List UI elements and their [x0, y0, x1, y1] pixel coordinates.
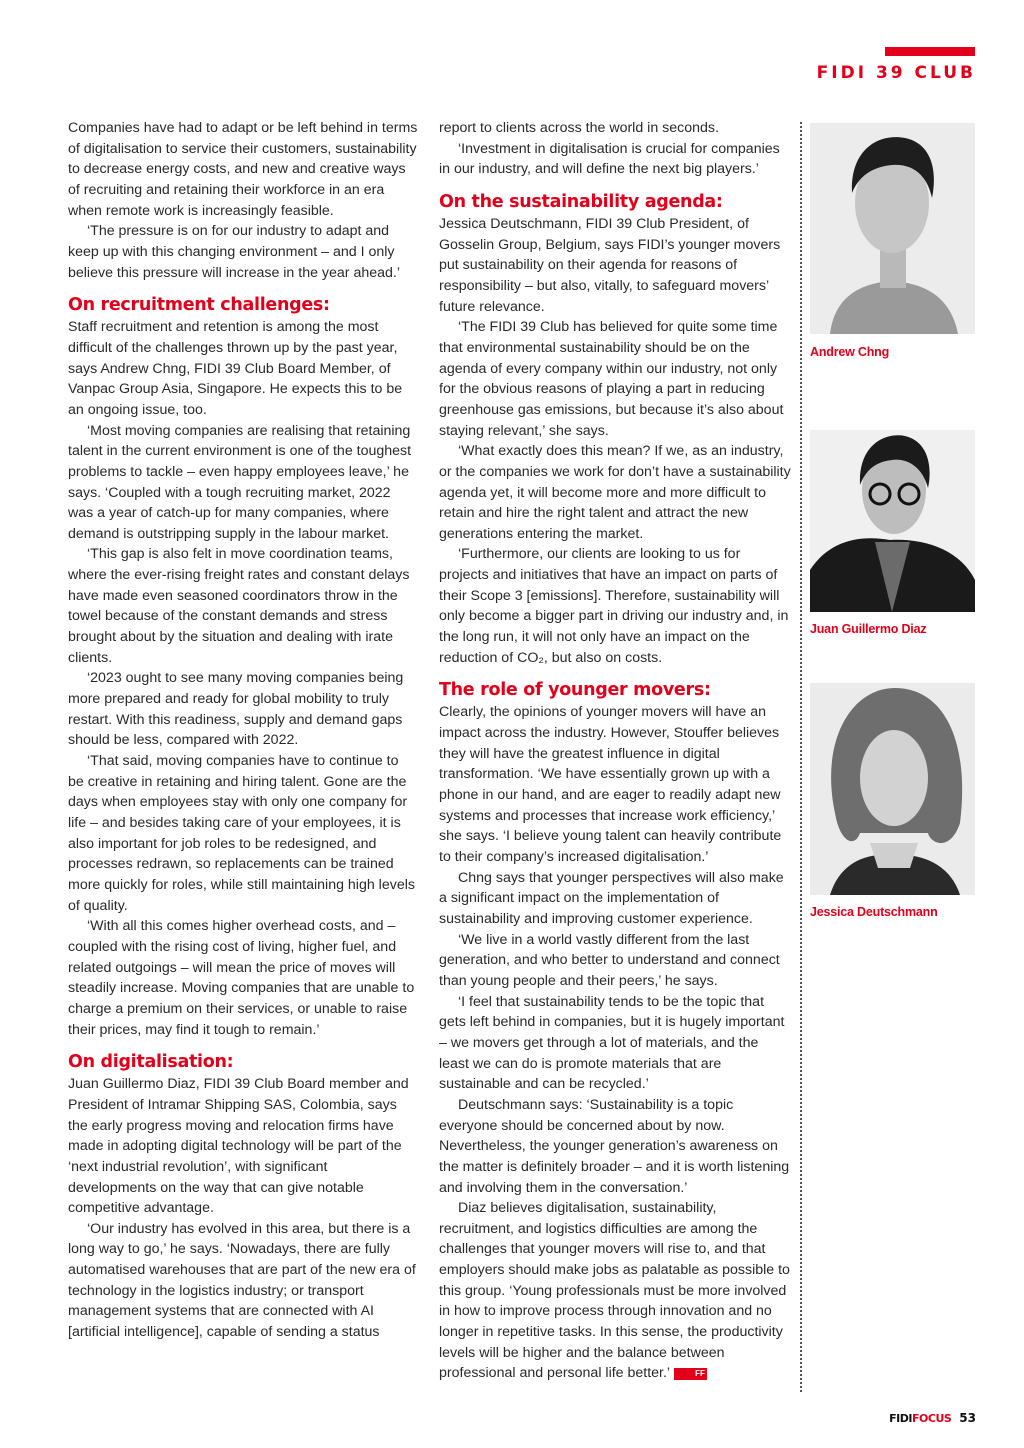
- paragraph: [439, 1095, 791, 1198]
- photo-andrew-chng: [810, 123, 975, 334]
- paragraph-text: ‘With all this comes higher overhead costs, and – coupled with the rising cost of living, higher fuel, and related outgoings – will mean the price of moves will steadily increase. Moving companies that are unable to charge a premium on their services, or unable to raise their prices, may find it tough to remain.’: [68, 918, 415, 1038]
- paragraph-text: ‘Most moving companies are realising that retaining talent in the current environment is one of the toughest problems to tackle – even happy employees leave,’ he says. ‘Coupled with a tough recruiting market, 2022 was a year of catch-up for many companies, where demand is outstripping supply in the labour market.: [68, 422, 412, 542]
- paragraph: [68, 221, 418, 283]
- article-column-2: [439, 118, 791, 1384]
- paragraph: [439, 1198, 791, 1384]
- footer-brand-focus: FOCUS: [912, 1412, 952, 1425]
- paragraph-text: Deutschmann says: ‘Sustainability is a topic everyone should be concerned about by now. Nevertheless, the younger generation’s awareness on the matter is definitely broader – and it is worth listening and involving them in the conversation.’: [439, 1096, 790, 1196]
- section-heading: [68, 293, 418, 317]
- paragraph: [439, 441, 791, 544]
- section-title: FIDI 39 CLUB: [816, 63, 976, 83]
- page-footer: [889, 1411, 976, 1425]
- paragraph-text: Chng says that younger perspectives will also make a significant impact on the implementation of sustainability and improving customer experience.: [439, 869, 784, 927]
- paragraph-text: ‘2023 ought to see many moving companies being more prepared and ready for global mobility to truly restart. With this readiness, supply and demand gaps should be less, compared with 2022.: [68, 670, 404, 749]
- paragraph-text: Diaz believes digitalisation, sustainability, recruitment, and logistics difficulties are among the challenges that younger movers will rise to, and that employers should make jobs as palatable as possible to this group. ‘Young professionals must be more involved in how to improve process through innovation and no longer in repetitive tasks. In this sense, the productivity levels will be higher and the balance between professional and personal life better.’: [439, 1200, 790, 1382]
- photo-juan-guillermo-diaz: [810, 430, 975, 612]
- header-accent-bar: [885, 47, 975, 56]
- paragraph: [439, 139, 791, 180]
- paragraph-text: Staff recruitment and retention is among the most difficult of the challenges thrown up by the past year, says Andrew Chng, FIDI 39 Club Board Member, of Vanpac Group Asia, Singapore. He expects this to be an ongoing issue, too.: [68, 319, 403, 418]
- photo-caption: Andrew Chng: [810, 345, 890, 359]
- paragraph-text: ‘Furthermore, our clients are looking to us for projects and initiatives that have an impact on parts of their Scope 3 [emissions]. Therefore, sustainability will only become a bigger part in driving our industry and, in the long run, it will not only have an impact on the reduction of CO₂, but also on costs.: [439, 546, 789, 666]
- paragraph: [439, 930, 791, 992]
- paragraph: [439, 317, 791, 441]
- paragraph-text: report to clients across the world in seconds.: [439, 120, 719, 136]
- heading-text: On recruitment challenges:: [68, 295, 330, 316]
- heading-text: The role of younger movers:: [439, 680, 711, 701]
- section-heading: [439, 190, 791, 214]
- section-heading: [68, 1050, 418, 1074]
- paragraph: [68, 317, 418, 420]
- paragraph: [439, 702, 791, 867]
- paragraph: [68, 751, 418, 916]
- paragraph-text: Jessica Deutschmann, FIDI 39 Club President, of Gosselin Group, Belgium, says FIDI’s younger movers put sustainability on their agenda for reasons of responsibility – but also, vitally, to safeguard movers’ future relevance.: [439, 215, 781, 315]
- paragraph: [439, 214, 791, 317]
- paragraph: [68, 668, 418, 751]
- heading-text: On the sustainability agenda:: [439, 191, 723, 212]
- paragraph: [68, 916, 418, 1040]
- paragraph-text: Juan Guillermo Diaz, FIDI 39 Club Board member and President of Intramar Shipping SAS, Colombia, says the early progress moving and relocation firms have made in adopting digital technology will be part of the ‘next industrial revolution’, with significant developments on the way that can give notable competitive advantage.: [68, 1076, 409, 1217]
- paragraph-text: Companies have had to adapt or be left behind in terms of digitalisation to service their customers, sustainability to decrease energy costs, and new and creative ways of recruiting and retaining their workforce in an era when remote work is increasingly feasible.: [68, 120, 418, 219]
- photo-jessica-deutschmann: [810, 683, 975, 895]
- photo-caption: Juan Guillermo Diaz: [810, 622, 927, 636]
- paragraph-text: ‘We live in a world vastly different from the last generation, and who better to understand and connect than young people and their peers,’ he says.: [439, 931, 780, 989]
- photo-caption: Jessica Deutschmann: [810, 905, 938, 919]
- page-number: 53: [959, 1411, 976, 1425]
- paragraph-text: ‘The pressure is on for our industry to adapt and keep up with this changing environment – and I only believe this pressure will increase in the year ahead.’: [68, 223, 401, 281]
- paragraph-text: ‘The FIDI 39 Club has believed for quite some time that environmental sustainability should be on the agenda of every company within our industry, not only for the obvious reasons of playing a part in reducing greenhouse gas emissions, but because it’s also about staying relevant,’ she says.: [439, 319, 784, 439]
- paragraph: [439, 118, 791, 139]
- paragraph-text: ‘I feel that sustainability tends to be the topic that gets left behind in companies, but it is hugely important – we movers get through a lot of materials, and the least we can do is promote materials that are sustainable and can be recycled.’: [439, 993, 785, 1093]
- paragraph-text: Clearly, the opinions of younger movers will have an impact across the industry. However, Stouffer believes they will have the greatest influence in digital transformation. ‘We have essentially grown up with a phone in our hand, and are eager to readily adapt new systems and processes that increase work efficiency,’ she says. ‘I believe young talent can heavily contribute to their company’s increased digitalisation.’: [439, 704, 782, 865]
- footer-brand-fidi: FIDI: [889, 1412, 912, 1425]
- paragraph-text: ‘Investment in digitalisation is crucial for companies in our industry, and will define the next big players.’: [439, 140, 780, 178]
- paragraph: [68, 1074, 418, 1219]
- section-heading: [439, 678, 791, 702]
- paragraph: [68, 118, 418, 221]
- paragraph-text: ‘Our industry has evolved in this area, but there is a long way to go,’ he says. ‘Nowadays, there are fully automatised warehouses that are part of the new era of technology in the logistics industry; or transport management systems that are connected with AI [artificial intelligence], capable of sending a status: [68, 1220, 416, 1341]
- paragraph-text: ‘What exactly does this mean? If we, as an industry, or the companies we work for don’t have a sustainability agenda yet, it will become more and more difficult to retain and hire the right talent and attract the new generations entering the market.: [439, 443, 791, 542]
- paragraph: [68, 1219, 418, 1343]
- article-column-1: [68, 118, 418, 1343]
- heading-text: On digitalisation:: [68, 1052, 234, 1073]
- end-mark-logo: FF: [674, 1368, 707, 1380]
- column-divider: [800, 122, 802, 1392]
- paragraph: [439, 868, 791, 930]
- paragraph-text: ‘That said, moving companies have to continue to be creative in retaining and hiring talent. Gone are the days when employees stay with only one company for life – and besides taking care of your employees, it is also important for job roles to be redesigned, and processes redrawn, so replacements can be trained more quickly for roles, while still maintaining high levels of quality.: [68, 753, 415, 914]
- paragraph-text: ‘This gap is also felt in move coordination teams, where the ever-rising freight rates and constant delays have made even seasoned coordinators throw in the towel because of the constant demands and stress brought about by the situation and dealing with irate clients.: [68, 546, 410, 666]
- paragraph: [439, 992, 791, 1095]
- paragraph: [68, 421, 418, 545]
- paragraph: [439, 544, 791, 668]
- paragraph: [68, 544, 418, 668]
